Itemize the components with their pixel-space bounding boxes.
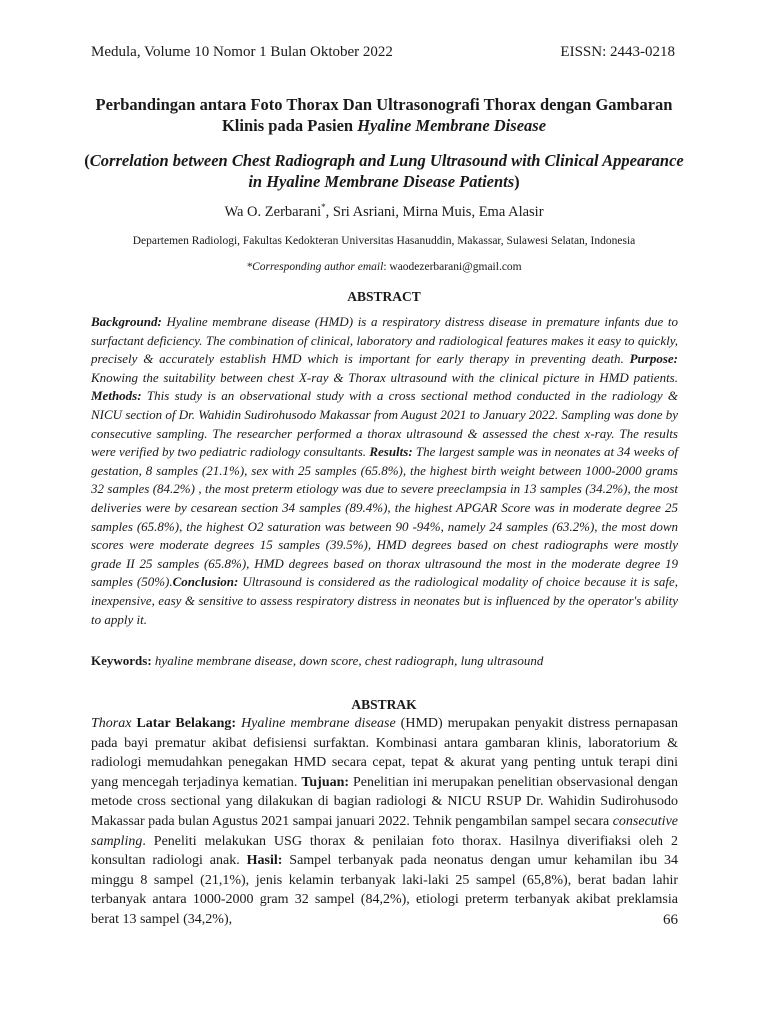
purpose-label: Purpose: [629,351,678,367]
other-authors: , Sri Asriani, Mirna Muis, Ema Alasir [325,203,544,220]
results-label: Results: [369,444,413,460]
close-paren: ) [514,172,520,191]
corresponding-label: *Corresponding author email [246,261,384,273]
keywords [91,652,678,670]
keywords-text: hyaline membrane disease, down score, chest radiograph, lung ultrasound [151,653,544,668]
abstrak-heading: ABSTRAK [351,697,417,712]
abstract-heading: ABSTRACT [347,289,421,304]
corresponding-email: : waodezerbarani@gmail.com [383,261,522,273]
tujuan-text: Penelitian ini merupakan penelitian observasional dengan metode cross sectional yang dilakukan di bagian radiologi & NICU RSUP Dr. Wahidin Sudirohusodo Makassar pada bulan Agustus 2021 sampai januari 2022. Tehnik pengambilan sampel secara [91,774,678,829]
abstrak-body [91,714,678,930]
hasil-text: Sampel terbanyak pada neonatus dengan umur kehamilan ibu 34 minggu 8 sampel (21,1%), jenis kelamin terbanyak laki-laki 25 sampel (65,8%), berat badan lahir terbanyak antara 1000-2000 gram 32 sampel (84,2%), etiologi preterm terbanyak akibat preklamsia berat 13 sampel (34,2%), [91,853,679,927]
paper-title-indonesian [80,94,688,136]
page-number: 66 [663,912,678,928]
title-english-text: Correlation between Chest Radiograph and Lung Ultrasound with Clinical Appearance in Hyaline Membrane Disease Patients [89,151,684,191]
results-text: The largest sample was in neonates at 34 weeks of gestation, 8 samples (21.1%), sex with 25 samples (65.8%), the highest birth weight between 1000-2000 grams 32 samples (84.2%) , the most preterm etiology was due to severe preeclampsia in 13 samples (34.2%), the most deliveries were by cesarean section 34 samples (89.4%), the highest APGAR Score was in moderate degree 25 samples (65.8%), the highest O2 saturation was between 90 -94%, namely 24 samples (63.2%), the most down scores were moderate degrees 15 samples (39.5%), HMD degrees based on chest radiographs were mostly grade II 25 samples (65.8%), HMD degrees based on thorax ultrasound the most in the moderate degree 19 samples (50%). [91,444,678,590]
background-text: Hyaline membrane disease (HMD) is a respiratory distress disease in premature infants due to surfactant deficiency. The combination of clinical, laboratory and radiological features makes it easy to quickly, precisely & accurately establish HMD which is important for early therapy in preventing death. [91,314,678,367]
running-header [91,44,675,61]
journal-name: Medula, Volume 10 Nomor 1 Bulan Oktober 2022 [91,44,393,60]
background-label: Background: [91,314,162,329]
latar-label: Latar Belakang: [131,716,237,731]
corresponding-author [80,261,688,273]
corresponding-mark: * [321,202,326,212]
conclusion-label: Conclusion: [172,574,239,590]
hasil-label: Hasil: [246,853,283,869]
paper-title-english [80,150,688,192]
first-author: Wa O. Zerbarani [224,203,322,220]
purpose-text: Knowing the suitability between chest X-ray & Thorax ultrasound with the clinical picture in HMD patients. [91,369,678,385]
affiliation: Departemen Radiologi, Fakultas Kedokteran Universitas Hasanuddin, Makassar, Sulawesi Selatan, Indonesia [132,235,636,247]
latar-text: (HMD) merupakan penyakit distress pernapasan pada bayi prematur akibat defisiensi surfaktan. Kombinasi antara gambaran klinis, laboratorium & radiologi memudahkan penegakan HMD secara cepat, tepat & akurat yang penting untuk terapi dini yang mencegah terjadinya kematian. [91,716,679,790]
methods-text: This study is an observational study with a cross sectional method conducted in the radiology & NICU section of Dr. Wahidin Sudirohusodo Makassar from August 2021 to January 2022. Sampling was done by consecutive sampling. The researcher performed a thorax ultrasound & assessed the chest x-ray. The results were verified by two pediatric radiology consultants. [91,388,678,460]
author-list [80,202,688,221]
tujuan-label: Tujuan: [301,774,350,790]
open-paren: ( [84,151,90,170]
abstrak-lead: Thorax [91,716,132,731]
title-italic: Hyaline Membrane Disease [357,116,547,135]
after-consecutive: . Peneliti melakukan USG thorax & penilaian foto thorax. Hasilnya diverifiaksi oleh 2 konsultan radiologi anak. [91,833,678,869]
consecutive-sampling: consecutive sampling [91,813,678,849]
title-main: Perbandingan antara Foto Thorax Dan Ultrasonografi Thorax dengan Gambaran Klinis pada Pasien [95,95,673,135]
conclusion-text: Ultrasound is considered as the radiological modality of choice because it is safe, inexpensive, easy & sensitive to assess respiratory distress in neonates but is influenced by the operator's ability to apply it. [91,574,678,627]
methods-label: Methods: [91,388,142,404]
abstract-body [91,313,678,629]
latar-italic: Hyaline membrane disease [236,716,396,731]
eissn: EISSN: 2443-0218 [560,44,675,60]
keywords-label: Keywords: [91,653,152,668]
